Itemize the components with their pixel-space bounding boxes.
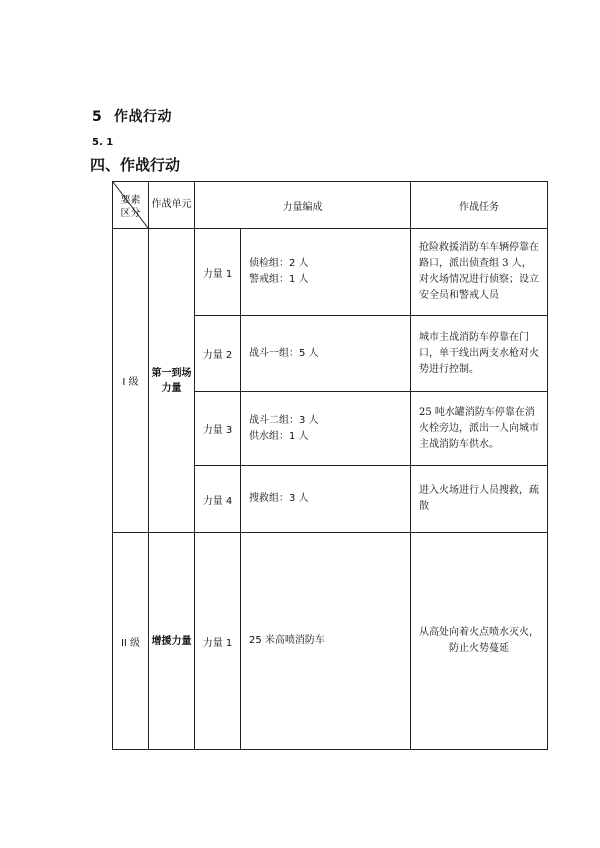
composition-cell — [241, 229, 411, 316]
composition-cell — [241, 316, 411, 392]
task-cell: 从高处向着火点喷水灭火，防止火势蔓延 — [411, 533, 548, 750]
composition-line: 25 米高喷消防车 — [249, 635, 325, 646]
force-cell: 力量 4 — [195, 466, 241, 533]
table-row — [113, 229, 548, 316]
level-cell: I 级 — [113, 229, 149, 533]
force-cell: 力量 1 — [195, 229, 241, 316]
operations-table — [112, 181, 548, 750]
task-cell: 抢险救援消防车车辆停靠在路口，派出侦查组 3 人，对火场情况进行侦察；设立安全员和警戒人员 — [411, 229, 548, 316]
header-composition: 力量编成 — [195, 182, 411, 229]
header-unit: 作战单元 — [149, 182, 195, 229]
composition-line: 战斗二组：3 人 — [249, 414, 319, 426]
composition-cell — [241, 533, 411, 750]
table-row — [113, 533, 548, 750]
section-heading-5 — [92, 106, 172, 126]
task-cell: 城市主战消防车停靠在门口，单干线出两支水枪对火势进行控制。 — [411, 316, 548, 392]
force-cell: 力量 2 — [195, 316, 241, 392]
level-cell: II 级 — [113, 533, 149, 750]
task-cell: 25 吨水罐消防车停靠在消火栓旁边，派出一人向城市主战消防车供水。 — [411, 392, 548, 466]
corner-cell — [113, 182, 149, 229]
chapter-heading: 四、作战行动 — [90, 156, 181, 174]
composition-line: 搜救组：3 人 — [249, 493, 309, 504]
force-cell: 力量 1 — [195, 533, 241, 750]
task-cell: 进入火场进行人员搜救，疏散 — [411, 466, 548, 533]
header-task: 作战任务 — [411, 182, 548, 229]
composition-line: 战斗一组：5 人 — [249, 347, 319, 359]
subsection-number: 5. 1 — [92, 137, 114, 148]
composition-cell — [241, 392, 411, 466]
composition-cell — [241, 466, 411, 533]
section-title: 作战行动 — [114, 109, 172, 125]
composition-line: 供水组：1 人 — [249, 430, 309, 442]
unit-cell: 增援力量 — [149, 533, 195, 750]
section-number: 5 — [92, 109, 103, 125]
composition-line: 警戒组：1 人 — [249, 274, 309, 285]
force-cell: 力量 3 — [195, 392, 241, 466]
table-header-row — [113, 182, 548, 229]
composition-line: 侦检组：2 人 — [249, 258, 309, 269]
unit-cell: 第一到场力量 — [149, 229, 195, 533]
corner-label: 要素区分 — [120, 195, 141, 219]
